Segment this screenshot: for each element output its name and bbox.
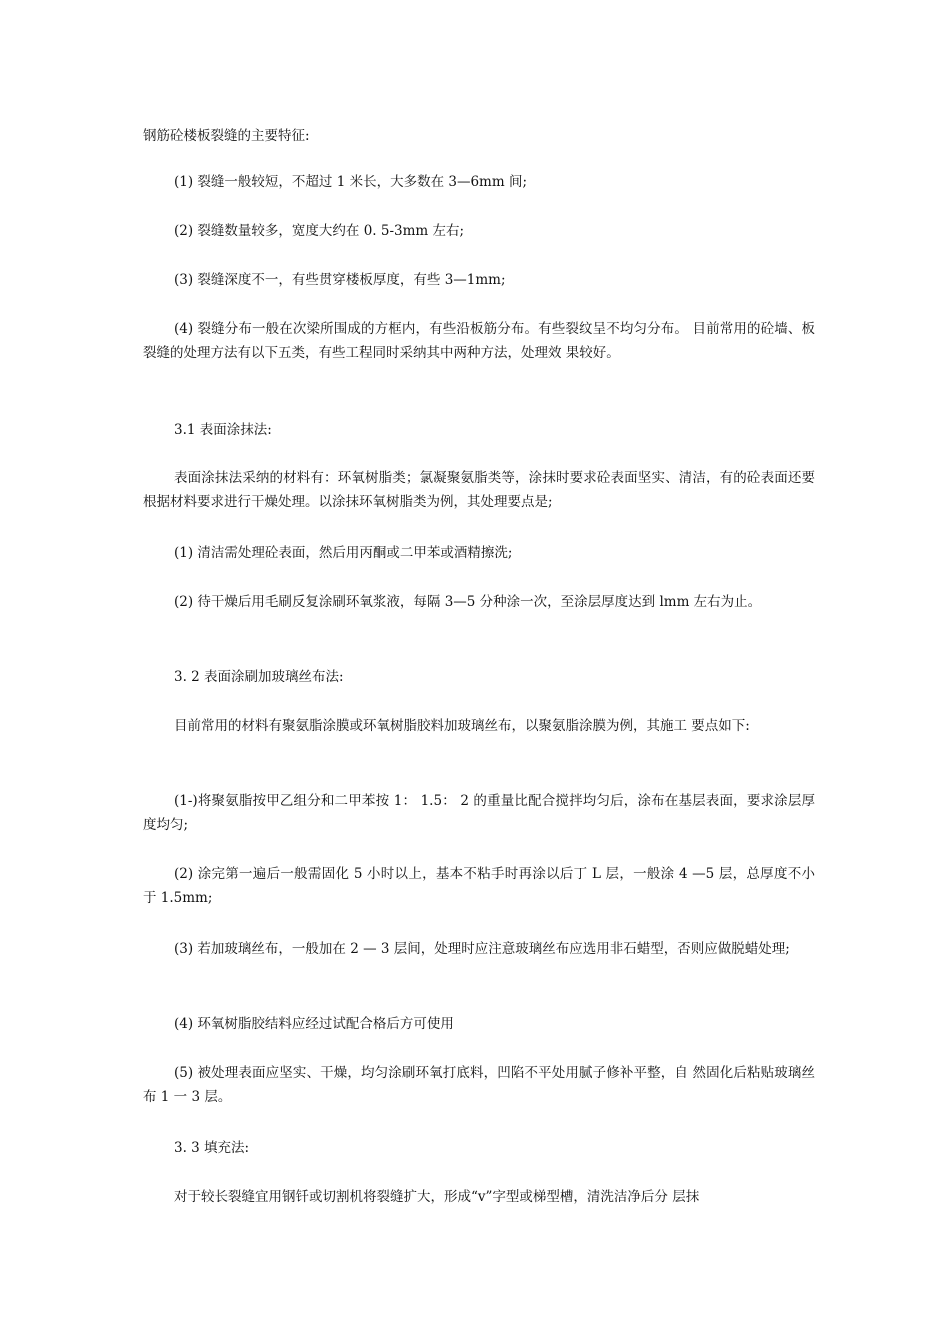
paragraph-surface-coating: 表面涂抹法采纳的材料有：环氧树脂类；氯凝聚氨脂类等，涂抹时要求砼表面坚实、清洁，有的砼表面还要根据材料要求进行干燥处理。以涂抹环氧树脂类为例，其处理要点是;	[143, 470, 815, 510]
paragraph-glass-fiber-method: 目前常用的材料有聚氨脂涂膜或环氧树脂胶料加玻璃丝布，以聚氨脂涂膜为例，其施工 要点如下:	[174, 718, 750, 734]
section-heading-3-2: 3. 2 表面涂刷加玻璃丝布法:	[174, 669, 344, 685]
paragraph-glass-step-4: (4) 环氧树脂胶结料应经过试配合格后方可使用	[174, 1016, 454, 1032]
paragraph-glass-step-1: (1-)将聚氨脂按甲乙组分和二甲苯按 1： 1.5： 2 的重量比配合搅拌均匀后，涂布在基层表面，要求涂层厚度均匀;	[143, 793, 815, 833]
paragraph-step-1: (1) 清洁需处理砼表面，然后用丙酮或二甲苯或酒精擦洗;	[174, 545, 513, 561]
paragraph-glass-step-5: (5) 被处理表面应坚实、干燥，均匀涂刷环氧打底料，凹陷不平处用腻子修补平整，自 然固化后粘贴玻璃丝布 1 一 3 层。	[143, 1065, 815, 1105]
paragraph-item-2: (2) 裂缝数量较多，宽度大约在 0. 5-3mm 左右;	[174, 223, 465, 239]
paragraph-item-3: (3) 裂缝深度不一，有些贯穿楼板厚度，有些 3—1mm;	[174, 272, 506, 288]
paragraph-item-1: (1) 裂缝一般较短，不超过 1 米长，大多数在 3—6mm 间;	[174, 174, 527, 190]
document-heading: 钢筋砼楼板裂缝的主要特征:	[143, 128, 310, 144]
section-heading-3-3: 3. 3 填充法:	[174, 1140, 250, 1156]
paragraph-fill-method: 对于较长裂缝宜用钢钎或切割机将裂缝扩大，形成“v”字型或梯型槽，清洗洁净后分 层抹	[174, 1189, 700, 1205]
paragraph-glass-step-3: (3) 若加玻璃丝布，一般加在 2 — 3 层间，处理时应注意玻璃丝布应选用非石蜡型，否则应做脱蜡处理;	[174, 941, 790, 957]
paragraph-glass-step-2: (2) 涂完第一遍后一般需固化 5 小时以上，基本不粘手时再涂以后丁 L 层，一般涂 4 —5 层，总厚度不小于 1.5mm;	[143, 866, 815, 906]
paragraph-item-4: (4) 裂缝分布一般在次梁所围成的方框内，有些沿板筋分布。有些裂纹呈不均匀分布。 目前常用的砼墙、板裂缝的处理方法有以下五类，有些工程同时采纳其中两种方法，处理效 果较好。	[143, 321, 815, 361]
paragraph-step-2: (2) 待干燥后用毛刷反复涂刷环氧浆液，每隔 3—5 分种涂一次，至涂层厚度达到 lmm 左右为止。	[174, 594, 762, 610]
section-heading-3-1: 3.1 表面涂抹法:	[174, 422, 272, 438]
